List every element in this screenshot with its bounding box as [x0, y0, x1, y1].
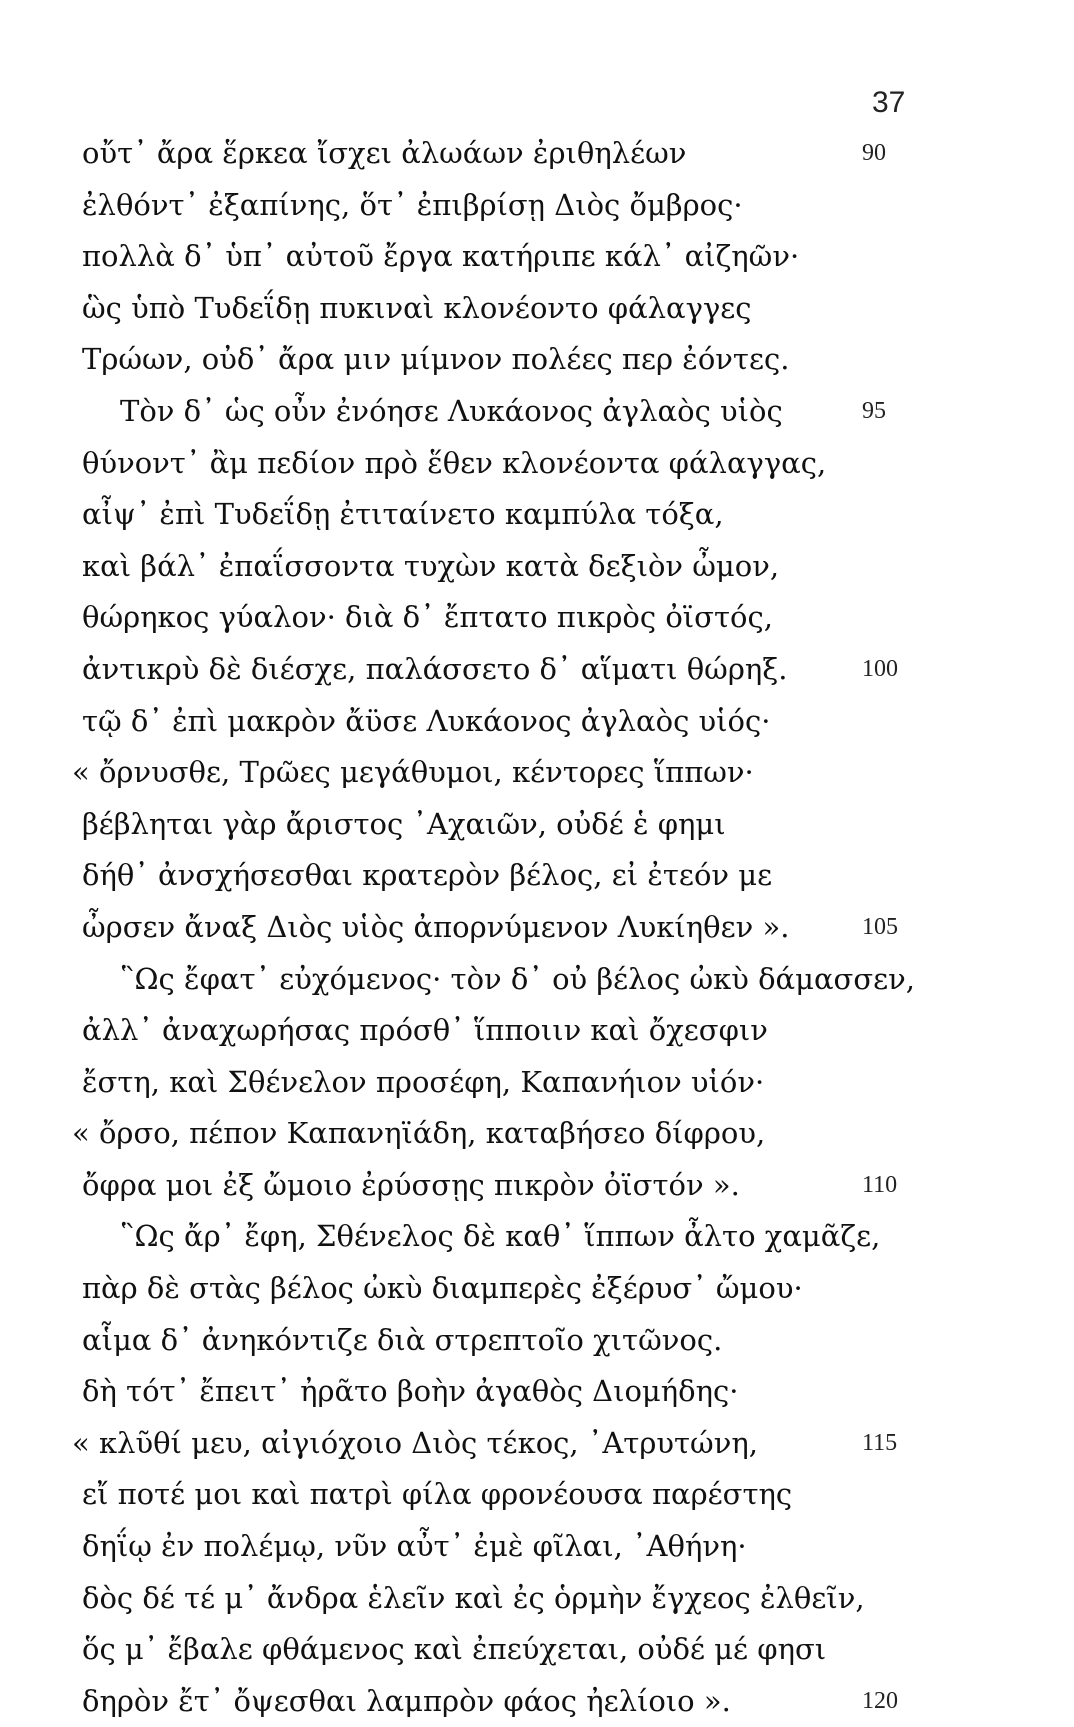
verse-line: [0, 1624, 1074, 1676]
verse-text: θώρηκος γύαλον· διὰ δ᾽ ἔπτατο πικρὸς ὀϊστός,: [82, 600, 773, 635]
verse-line: [0, 1005, 1074, 1057]
verse-line: [0, 1521, 1074, 1573]
verse-line: [0, 799, 1074, 851]
verse-line: [0, 1676, 1074, 1727]
verse-line: [0, 1315, 1074, 1367]
verse-line: [0, 334, 1074, 386]
verse-text: πὰρ δὲ στὰς βέλος ὠκὺ διαμπερὲς ἐξέρυσ᾽ ὤμου·: [82, 1271, 803, 1306]
verse-text: δήθ᾽ ἀνσχήσεσθαι κρατερὸν βέλος, εἰ ἐτεόν με: [82, 858, 773, 893]
verse-text: δὴ τότ᾽ ἔπειτ᾽ ἠρᾶτο βοὴν ἀγαθὸς Διομήδης·: [82, 1374, 739, 1409]
verse-line: [0, 386, 1074, 438]
verse-line: [0, 1469, 1074, 1521]
verse-line: [0, 954, 1074, 1006]
line-number: 95: [862, 397, 886, 424]
verse-lines: [0, 128, 1074, 1727]
verse-text: πολλὰ δ᾽ ὑπ᾽ αὐτοῦ ἔργα κατήριπε κάλ᾽ αἰζηῶν·: [82, 239, 800, 274]
verse-line: [0, 696, 1074, 748]
verse-line: [0, 283, 1074, 335]
verse-line: [0, 1108, 1074, 1160]
verse-line: [0, 1263, 1074, 1315]
line-number: 110: [862, 1171, 898, 1198]
verse-line: [0, 1573, 1074, 1625]
verse-text: δηρὸν ἔτ᾽ ὄψεσθαι λαμπρὸν φάος ἠελίοιο ».: [82, 1683, 731, 1718]
verse-text: εἴ ποτέ μοι καὶ πατρὶ φίλα φρονέουσα παρέστης: [82, 1477, 793, 1512]
verse-line: [0, 1160, 1074, 1212]
verse-line: [0, 1418, 1074, 1470]
verse-text: Τρώων, οὐδ᾽ ἄρα μιν μίμνον πολέες περ ἐόντες.: [82, 342, 790, 377]
verse-line: [0, 231, 1074, 283]
verse-line: [0, 180, 1074, 232]
verse-line: [0, 541, 1074, 593]
verse-text: τῷ δ᾽ ἐπὶ μακρὸν ἄϋσε Λυκάονος ἀγλαὸς υἱός·: [82, 703, 771, 738]
verse-text: ῝Ως ἔφατ᾽ εὐχόμενος· τὸν δ᾽ οὐ βέλος ὠκὺ δάμασσεν,: [120, 961, 916, 996]
verse-text: « κλῦθί μευ, αἰγιόχοιο Διὸς τέκος, ᾿Ατρυτώνη,: [72, 1425, 758, 1460]
line-number: 115: [862, 1429, 898, 1456]
verse-text: δὸς δέ τέ μ᾽ ἄνδρα ἑλεῖν καὶ ἐς ὁρμὴν ἔγχεος ἐλθεῖν,: [82, 1580, 865, 1615]
verse-text: ὣς ὑπὸ Τυδεΐδῃ πυκιναὶ κλονέοντο φάλαγγες: [82, 290, 752, 325]
line-number: 120: [862, 1687, 898, 1714]
verse-text: ἔστη, καὶ Σθένελον προσέφη, Καπανήιον υἱόν·: [82, 1064, 765, 1099]
verse-text: « ὄρνυσθε, Τρῶες μεγάθυμοι, κέντορες ἵππων·: [72, 755, 754, 790]
verse-text: ἀντικρὺ δὲ διέσχε, παλάσσετο δ᾽ αἵματι θώρηξ.: [82, 651, 788, 686]
verse-line: [0, 489, 1074, 541]
page-number: 37: [872, 86, 906, 119]
line-number: 105: [862, 913, 898, 940]
verse-text: Τὸν δ᾽ ὡς οὖν ἐνόησε Λυκάονος ἀγλαὸς υἱὸς: [120, 393, 783, 428]
verse-text: ὅς μ᾽ ἔβαλε φθάμενος καὶ ἐπεύχεται, οὐδέ μέ φησι: [82, 1632, 827, 1667]
verse-text: αἶψ᾽ ἐπὶ Τυδεΐδῃ ἐτιταίνετο καμπύλα τόξα,: [82, 497, 724, 532]
verse-text: βέβληται γὰρ ἄριστος ᾿Αχαιῶν, οὐδέ ἑ φημι: [82, 806, 726, 841]
verse-text: « ὄρσο, πέπον Καπανηϊάδη, καταβήσεο δίφρου,: [72, 1116, 766, 1151]
line-number: 90: [862, 140, 886, 166]
verse-line: [0, 592, 1074, 644]
verse-text: δηΐῳ ἐν πολέμῳ, νῦν αὖτ᾽ ἐμὲ φῖλαι, ᾿Αθήνη·: [82, 1529, 747, 1564]
verse-text: ὦρσεν ἄναξ Διὸς υἱὸς ἀπορνύμενον Λυκίηθεν ».: [82, 909, 790, 944]
verse-line: [0, 128, 1074, 180]
verse-text: ὄφρα μοι ἐξ ὤμοιο ἐρύσσῃς πικρὸν ὀϊστόν ».: [82, 1167, 740, 1202]
line-number: 100: [862, 655, 898, 682]
verse-line: [0, 438, 1074, 490]
verse-line: [0, 1366, 1074, 1418]
verse-text: ἀλλ᾽ ἀναχωρήσας πρόσθ᾽ ἵπποιιν καὶ ὄχεσφιν: [82, 1013, 768, 1048]
verse-line: [0, 902, 1074, 954]
verse-text: ῝Ως ἄρ᾽ ἔφη, Σθένελος δὲ καθ᾽ ἵππων ἆλτο χαμᾶζε,: [120, 1219, 881, 1254]
verse-text: ἐλθόντ᾽ ἐξαπίνης, ὅτ᾽ ἐπιβρίσῃ Διὸς ὄμβρος·: [82, 187, 743, 222]
verse-text: καὶ βάλ᾽ ἐπαΐσσοντα τυχὼν κατὰ δεξιὸν ὦμον,: [82, 548, 780, 583]
verse-text: αἷμα δ᾽ ἀνηκόντιζε διὰ στρεπτοῖο χιτῶνος.: [82, 1322, 723, 1357]
verse-line: [0, 1211, 1074, 1263]
verse-text: οὔτ᾽ ἄρα ἕρκεα ἴσχει ἀλωάων ἐριθηλέων: [82, 136, 687, 170]
verse-line: [0, 747, 1074, 799]
verse-line: [0, 850, 1074, 902]
verse-text: θύνοντ᾽ ἂμ πεδίον πρὸ ἕθεν κλονέοντα φάλαγγας,: [82, 445, 827, 480]
verse-line: [0, 1057, 1074, 1109]
verse-line: [0, 644, 1074, 696]
